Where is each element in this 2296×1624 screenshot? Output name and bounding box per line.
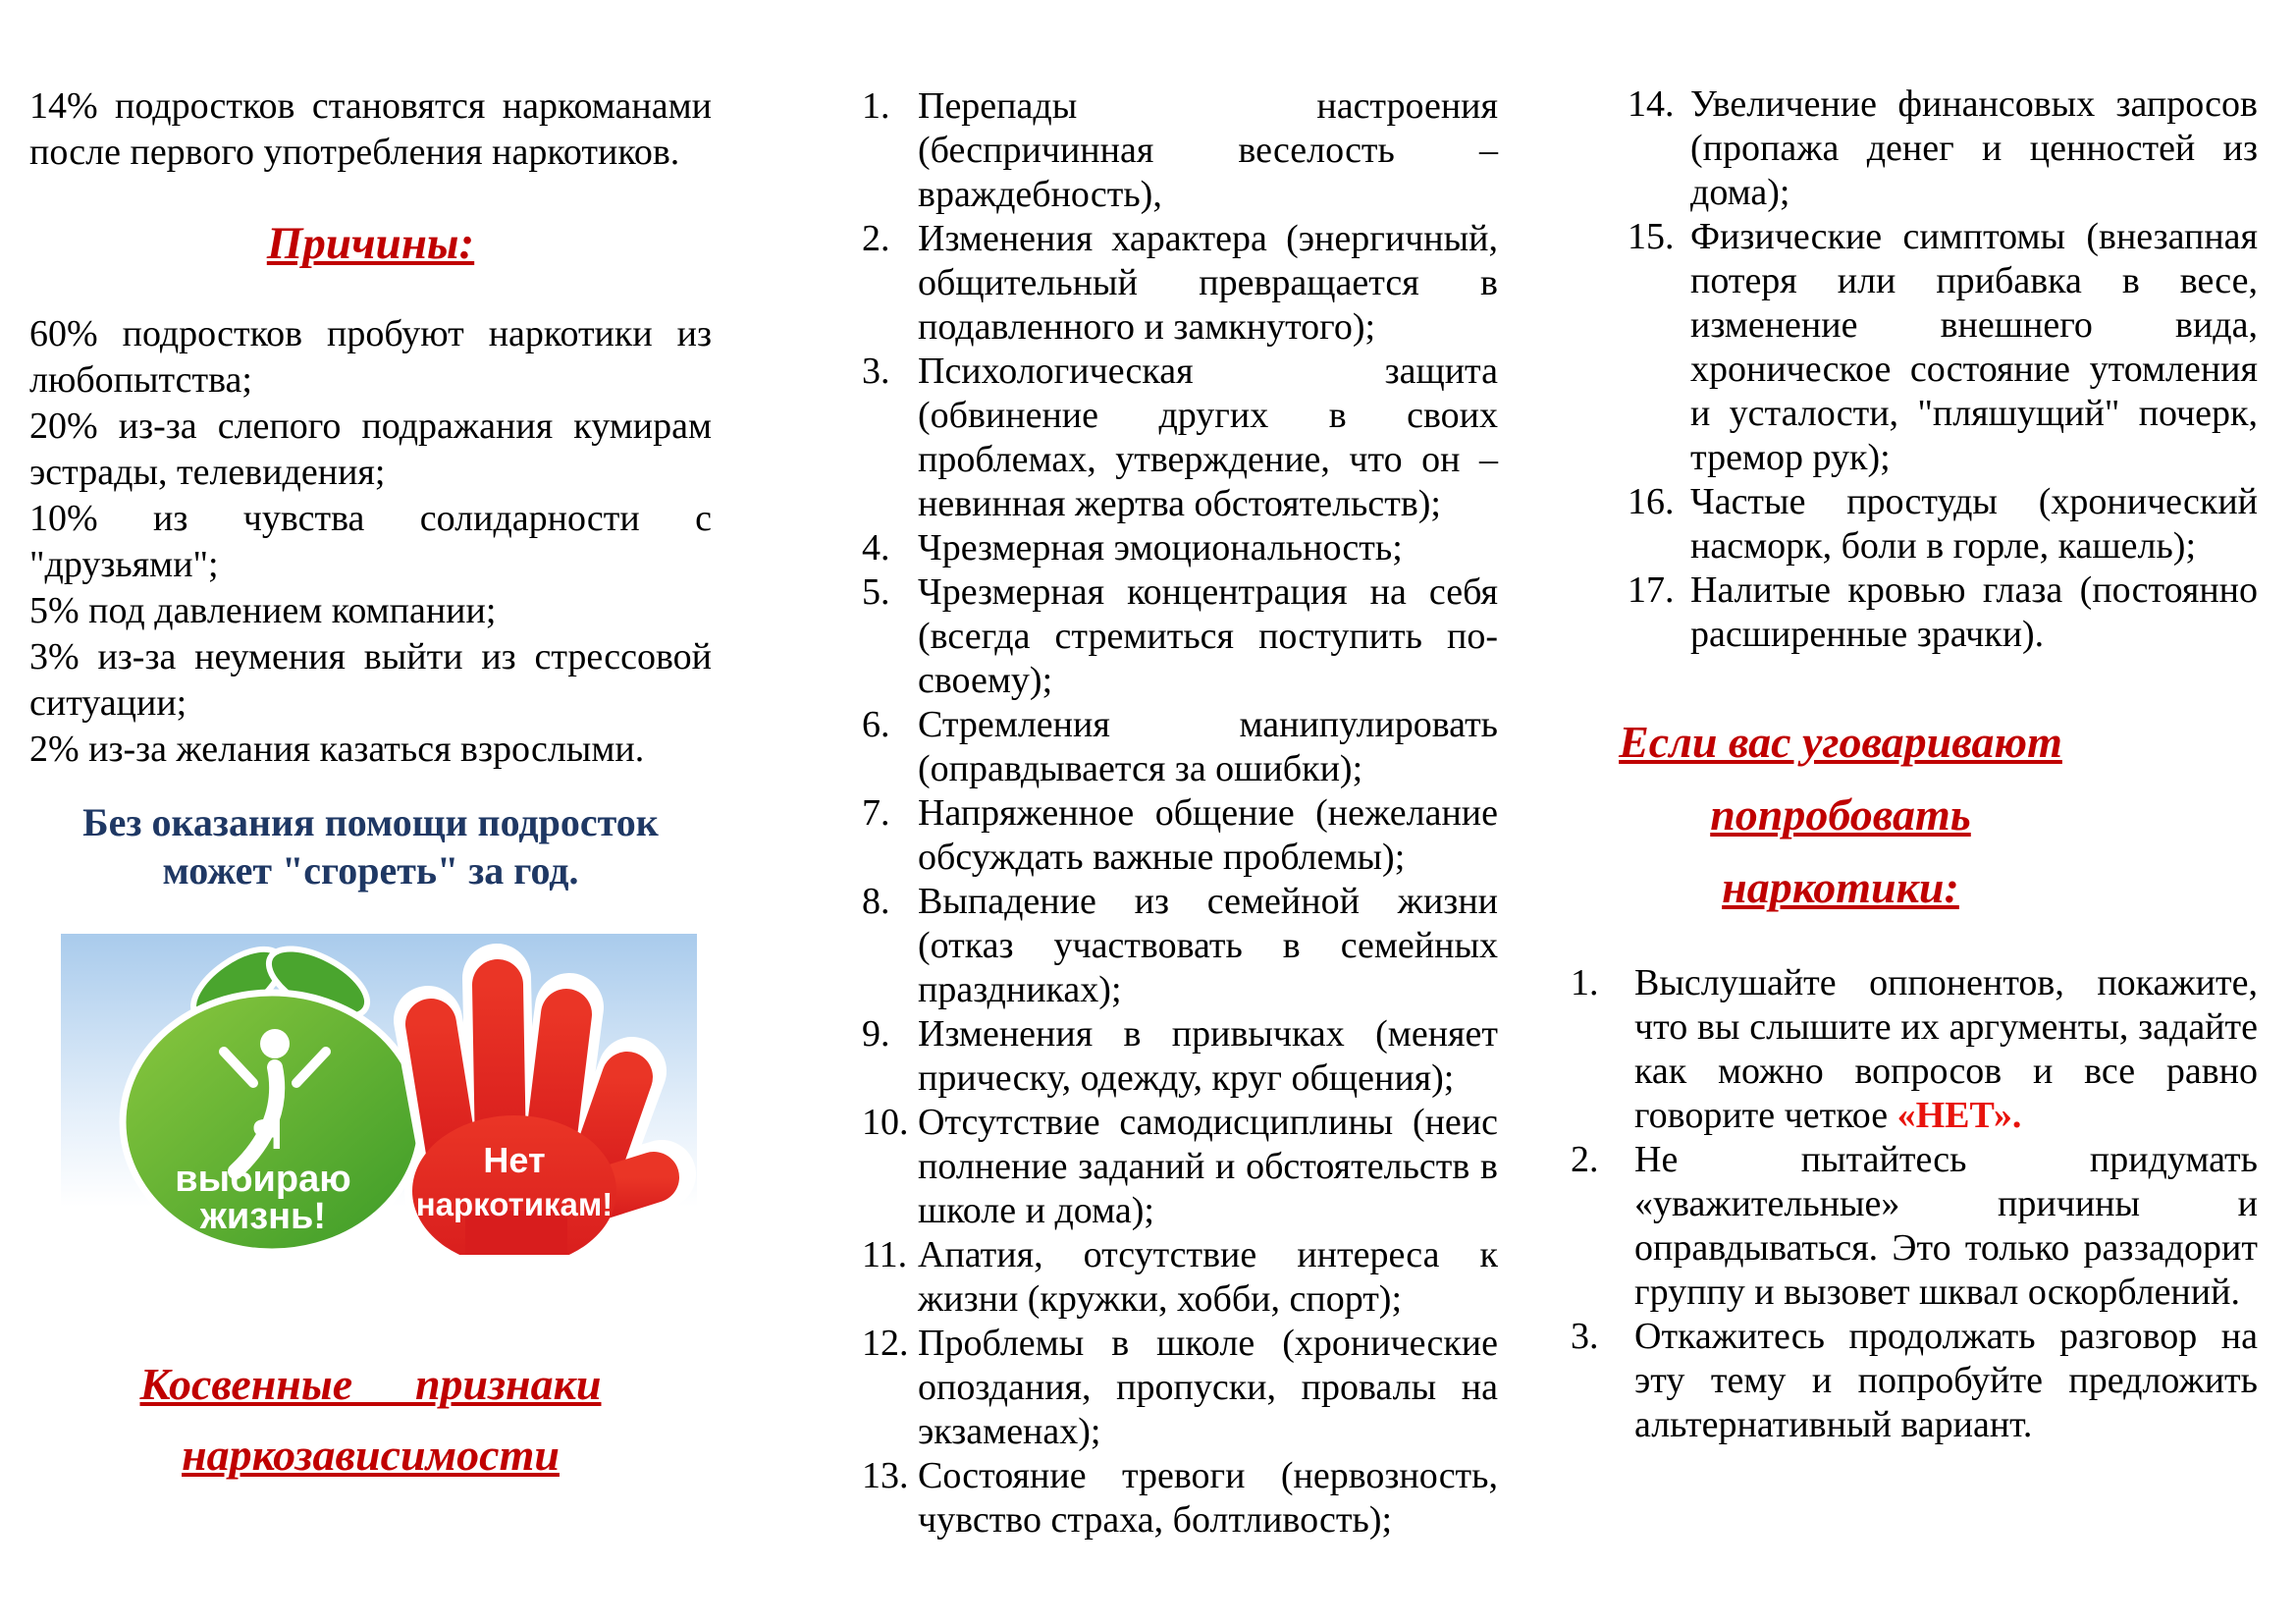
item-number: 11. — [862, 1234, 908, 1275]
item-text: Состояние тревоги (нервозность, чувство страха, болтливость); — [918, 1455, 1498, 1541]
panel-right — [1571, 0, 2258, 1447]
item-number: 8. — [862, 881, 890, 922]
cause-line: 3% из-за неумения выйти из стрессовой ситуации; — [29, 636, 712, 724]
list-item — [862, 84, 1498, 217]
item-text: Физические симптомы (внезапная потеря или прибавка в весе, изменение внешнего вида, хроническое состояние утомления и усталости, "пляшущий" почерк, тремор рук); — [1690, 216, 2258, 478]
list-item — [862, 570, 1498, 703]
item-text: Увеличение финансовых запросов (пропажа денег и ценностей из дома); — [1690, 83, 2258, 213]
item-number: 2. — [862, 218, 890, 259]
item-text: Стремления манипулировать (оправдывается за ошибки); — [918, 704, 1498, 789]
list-item — [862, 1233, 1498, 1322]
item-number: 14. — [1628, 83, 1675, 125]
item-number: 5. — [862, 571, 890, 613]
list-item — [862, 350, 1498, 526]
item-number: 2. — [1571, 1139, 1599, 1181]
choose-life-poster — [61, 934, 697, 1255]
item-number: 7. — [862, 792, 890, 834]
apple-slogan-line3: жизнь! — [199, 1196, 327, 1237]
list-item — [1628, 568, 2258, 657]
cause-line: 10% из чувства солидарности с "друзьями"; — [29, 498, 712, 585]
item-number: 9. — [862, 1013, 890, 1055]
item-number: 17. — [1628, 569, 1675, 611]
panel-left — [29, 0, 712, 1490]
item-number: 4. — [862, 527, 890, 568]
list-item — [862, 880, 1498, 1012]
item-text-body: Не пытайтесь придумать «уважительные» причины и оправдываться. Это только раззадорит группу и вызовет шквал оскорблений. — [1634, 1139, 2258, 1314]
item-text — [1634, 961, 2258, 1138]
item-text: Апатия, отсутствие интереса к жизни (кружки, хобби, спорт); — [918, 1234, 1498, 1320]
panel-middle — [862, 0, 1498, 1543]
cause-line: 2% из-за желания казаться взрослыми. — [29, 729, 645, 770]
list-item — [1628, 215, 2258, 480]
item-text-body: Выслушайте оппонентов, покажите, что вы слышите их аргументы, задайте как можно вопросов и все равно говорите четкое — [1634, 962, 2258, 1137]
list-item — [1571, 1315, 2258, 1447]
hand-slogan-line1: Нет — [483, 1140, 546, 1180]
list-item — [862, 217, 1498, 350]
apple-slogan-line2: выбираю — [175, 1159, 351, 1200]
list-item — [862, 703, 1498, 791]
warning-text: Без оказания помощи подросток может "сгореть" за год. — [82, 800, 659, 893]
list-item — [1571, 961, 2258, 1138]
item-number: 6. — [862, 704, 890, 745]
no-emphasis: «НЕТ». — [1896, 1095, 2022, 1137]
signs-heading: Косвенные признаки наркозависимости — [139, 1359, 602, 1480]
list-item — [1571, 1138, 2258, 1315]
item-text: Перепады настроения (беспричинная веселость – враждебность), — [918, 85, 1498, 215]
item-text — [1634, 1138, 2258, 1315]
item-text: Психологическая защита (обвинение других в своих проблемах, утверждение, что он – невинная жертва обстоятельств); — [918, 351, 1498, 524]
item-text-body: Откажитесь продолжать разговор на эту тему и попробуйте предложить альтернативный вариант. — [1634, 1316, 2258, 1446]
item-text: Налитые кровью глаза (постоянно расширенные зрачки). — [1690, 569, 2258, 655]
cause-line: 20% из-за слепого подражания кумирам эстрады, телевидения; — [29, 406, 712, 493]
item-number: 16. — [1628, 481, 1675, 522]
item-text: Чрезмерная эмоциональность; — [918, 527, 1403, 568]
item-text: Отсутствие самодисциплины (неис полнение заданий и обстоятельств в школе и дома); — [918, 1102, 1498, 1231]
causes-statistics — [29, 311, 712, 773]
hand-slogan-line2: наркотикам! — [415, 1186, 614, 1222]
item-text: Частые простуды (хронический насморк, боли в горле, кашель); — [1690, 481, 2258, 567]
list-item — [862, 791, 1498, 880]
item-text: Изменения в привычках (меняет прическу, одежду, круг общения); — [918, 1013, 1498, 1099]
cause-line: 5% под давлением компании; — [29, 590, 497, 631]
item-text: Чрезмерная концентрация на себя (всегда стремиться поступить по-своему); — [918, 571, 1498, 701]
causes-heading: Причины: — [266, 218, 475, 269]
apple-slogan-line1: Я — [251, 1110, 283, 1159]
item-text: Изменения характера (энергичный, общительный превращается в подавленного и замкнутого); — [918, 218, 1498, 348]
item-number: 3. — [1571, 1316, 1599, 1358]
list-item — [862, 1322, 1498, 1454]
list-item — [1628, 82, 2258, 215]
list-item — [862, 526, 1498, 570]
item-text: Проблемы в школе (хронические опоздания, пропуски, провалы на экзаменах); — [918, 1323, 1498, 1452]
item-number: 3. — [862, 351, 890, 392]
item-number: 13. — [862, 1455, 909, 1496]
item-number: 15. — [1628, 216, 1675, 257]
item-number: 1. — [862, 85, 890, 127]
signs-list-continued — [1571, 82, 2258, 657]
signs-list — [862, 84, 1498, 1543]
cause-line: 60% подростков пробуют наркотики из любопытства; — [29, 313, 712, 401]
list-item — [862, 1454, 1498, 1543]
item-text: Выпадение из семейной жизни (отказ участвовать в семейных праздниках); — [918, 881, 1498, 1010]
item-number: 1. — [1571, 962, 1599, 1004]
list-item — [862, 1012, 1498, 1101]
item-text — [1634, 1315, 2258, 1447]
list-item — [862, 1101, 1498, 1233]
intro-paragraph: 14% подростков становятся наркоманами после первого употребления наркотиков. — [29, 85, 712, 173]
item-number: 10. — [862, 1102, 909, 1143]
item-number: 12. — [862, 1323, 909, 1364]
item-text: Напряженное общение (нежелание обсуждать важные проблемы); — [918, 792, 1498, 878]
persuade-heading: Если вас уговаривают попробовать наркотики: — [1619, 717, 2062, 912]
advice-list — [1571, 961, 2258, 1447]
list-item — [1628, 480, 2258, 568]
